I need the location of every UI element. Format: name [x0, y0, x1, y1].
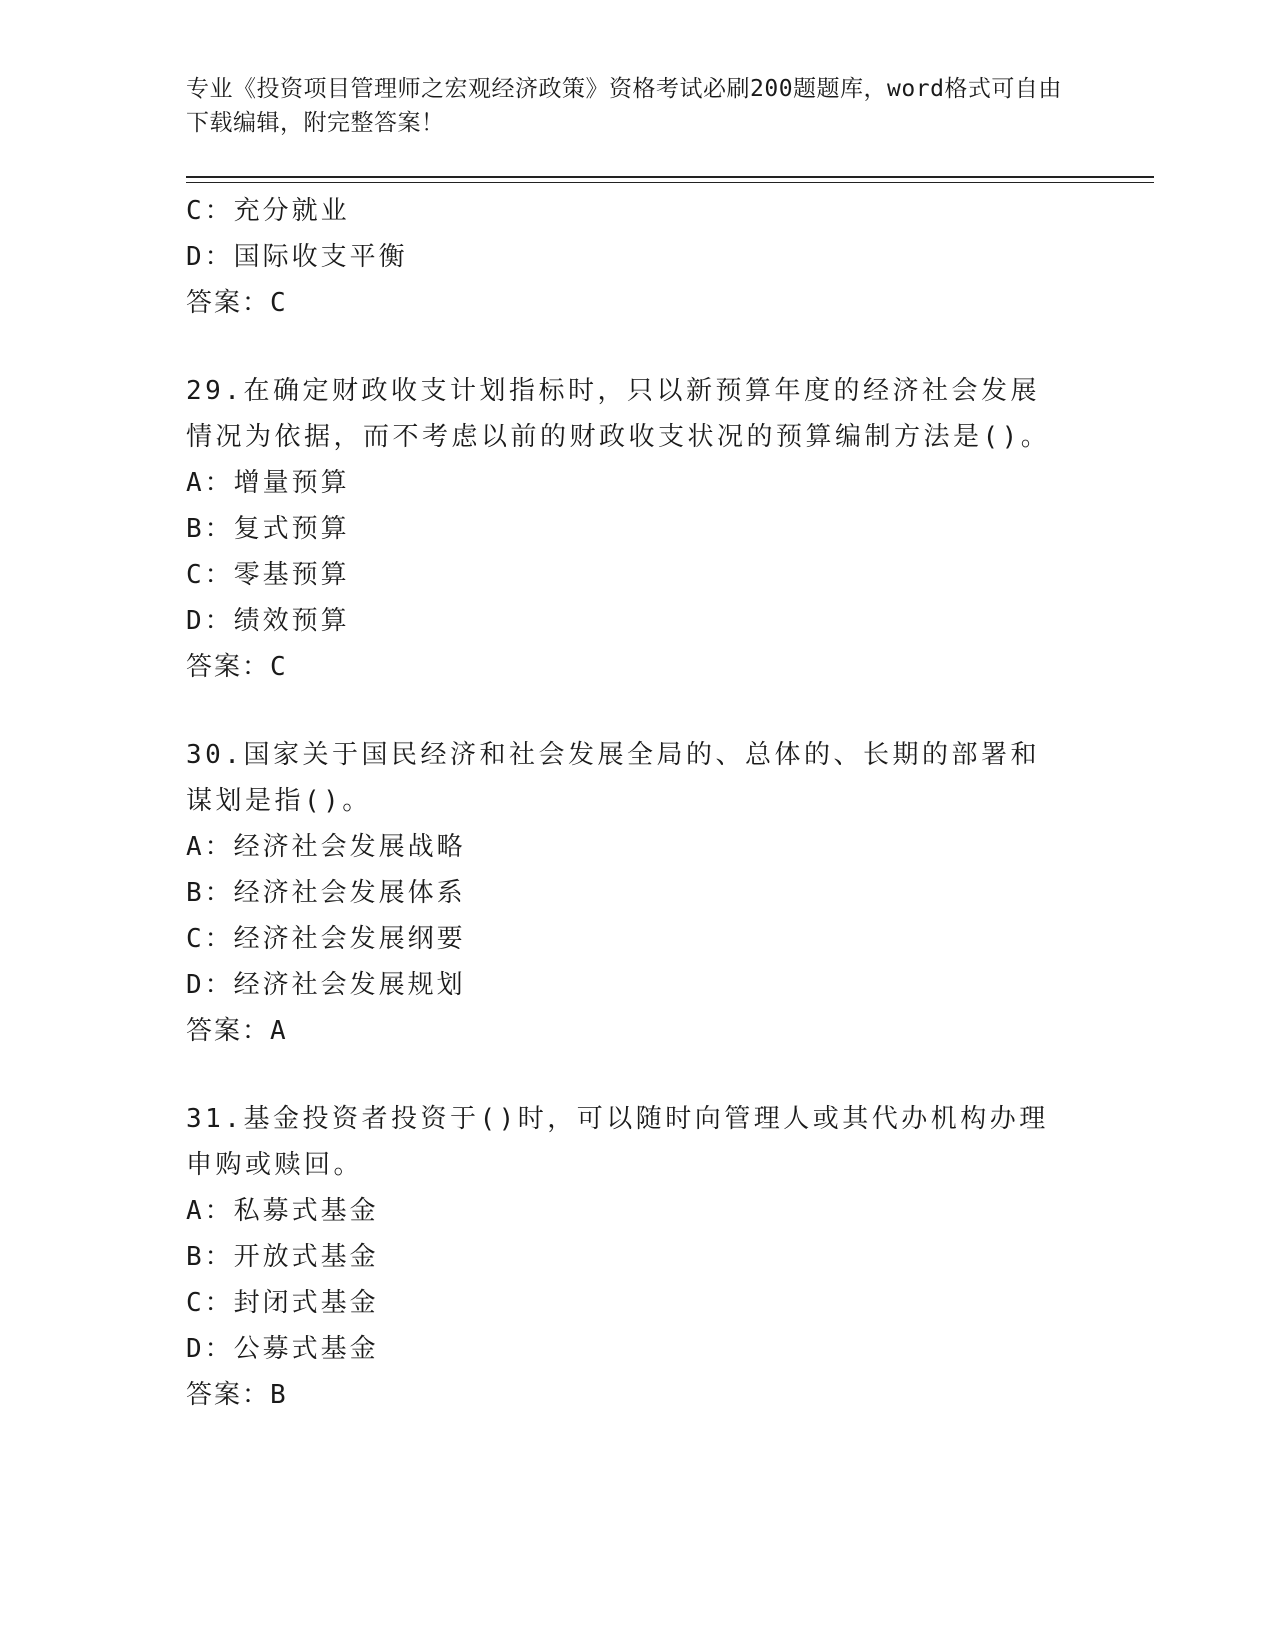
- option-a: A：私募式基金: [186, 1196, 379, 1226]
- page-title: 专业《投资项目管理师之宏观经济政策》资格考试必刷200题题库，word格式可自由下载编辑，附完整答案！: [186, 76, 1062, 136]
- question-block-30: [186, 732, 1086, 1054]
- option-c: C：封闭式基金: [186, 1288, 379, 1318]
- option-c: C：零基预算: [186, 560, 350, 590]
- page-header: [186, 72, 1066, 140]
- question-stem: 30.国家关于国民经济和社会发展全局的、总体的、长期的部署和谋划是指()。: [186, 740, 1040, 816]
- answer: 答案：C: [186, 652, 288, 682]
- option-c: C：充分就业: [186, 196, 350, 226]
- option-d: D：绩效预算: [186, 606, 350, 636]
- option-a: A：经济社会发展战略: [186, 832, 466, 862]
- answer: 答案：C: [186, 288, 288, 318]
- question-block-31: [186, 1096, 1086, 1418]
- option-d: D：公募式基金: [186, 1334, 379, 1364]
- option-a: A：增量预算: [186, 468, 350, 498]
- question-block-29: [186, 368, 1086, 690]
- question-stem: 31.基金投资者投资于()时，可以随时向管理人或其代办机构办理申购或赎回。: [186, 1104, 1049, 1180]
- answer: 答案：A: [186, 1016, 288, 1046]
- option-c: C：经济社会发展纲要: [186, 924, 466, 954]
- document-body: [186, 188, 1086, 1418]
- question-block-partial: [186, 188, 1086, 326]
- option-d: D：经济社会发展规划: [186, 970, 466, 1000]
- spacer: [186, 326, 1086, 368]
- option-d: D：国际收支平衡: [186, 242, 408, 272]
- spacer: [186, 1054, 1086, 1096]
- question-stem: 29.在确定财政收支计划指标时，只以新预算年度的经济社会发展情况为依据，而不考虑以前的财政收支状况的预算编制方法是()。: [186, 376, 1051, 452]
- option-b: B：开放式基金: [186, 1242, 379, 1272]
- option-b: B：复式预算: [186, 514, 350, 544]
- answer: 答案：B: [186, 1380, 288, 1410]
- spacer: [186, 690, 1086, 732]
- header-divider: [186, 176, 1154, 183]
- option-b: B：经济社会发展体系: [186, 878, 466, 908]
